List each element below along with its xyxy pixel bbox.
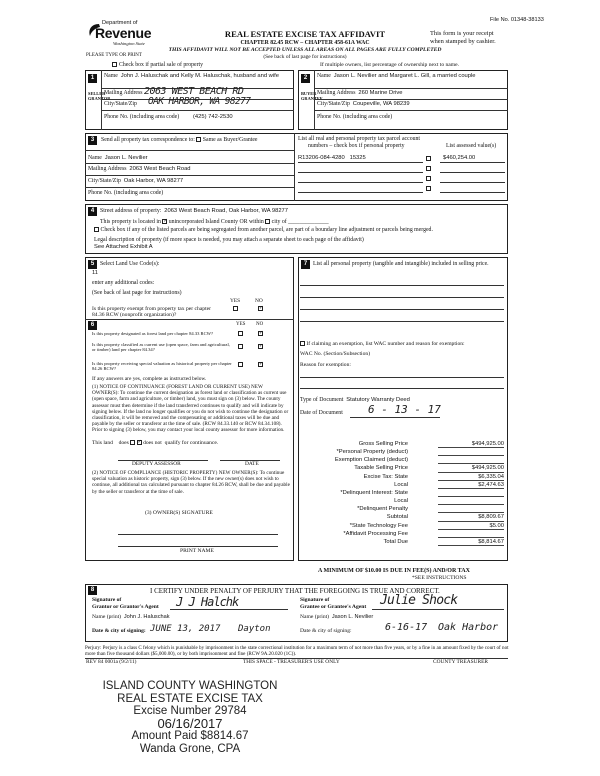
forest-question: Is this property designated as forest land per chapter 84.33 RCW?	[92, 331, 214, 336]
tax-row-label: Local	[394, 481, 408, 488]
section-6-number: 6	[88, 321, 97, 330]
buyer-name-row: Name Jason L. Nevilier and Margaret L. Gill, a married couple	[317, 73, 476, 79]
grantee-signature: Julie Shock	[380, 593, 458, 608]
correspondence-name: Jason L. Nevilier	[104, 155, 148, 161]
county-row: This property is located in ✓ unincorporated Island County OR within city of ______________	[100, 219, 329, 225]
grantee-date: 6-16-17	[385, 622, 428, 633]
city-of-checkbox[interactable]	[265, 219, 270, 224]
grantor-date-label: Date & city of signing:	[92, 628, 146, 634]
buyer-city: Coupeville, WA 98239	[352, 101, 410, 107]
assessor-date-label: DATE	[245, 461, 259, 467]
grantee-print-name: Jason L. Nevilier	[331, 614, 374, 620]
parcel-account: R13206-084-4280 15325	[298, 155, 366, 161]
grantor-print-name: John J. Haluschak	[123, 614, 170, 620]
partial-sale-checkbox[interactable]	[112, 62, 117, 67]
tax-row-label: Excise Tax: State	[363, 473, 408, 480]
receipt-note-1: This form is your receipt	[430, 30, 494, 37]
doc-date-label: Date of Document	[300, 410, 343, 416]
see-instructions: *SEE INSTRUCTIONS	[412, 575, 467, 581]
seller-mailing-label: Mailing Address	[104, 90, 143, 96]
buyer-name: Jason L. Nevilier and Margaret L. Gill, a married couple	[333, 73, 476, 79]
type-or-print: PLEASE TYPE OR PRINT	[86, 53, 142, 58]
stamp-line-6: Wanda Grone, CPA	[139, 742, 241, 755]
tax-row-label: Subtotal	[386, 514, 408, 521]
county-treasurer: COUNTY TREASURER	[433, 659, 488, 665]
buyer-mailing: 260 Marine Drive	[358, 90, 403, 96]
section-8-number: 8	[88, 586, 97, 595]
agency-line1: Department of	[102, 20, 138, 26]
qualify-row: This land does ✓ does not qualify for continuance.	[92, 440, 219, 446]
tax-row-value: $8,809.67	[438, 514, 504, 521]
tax-row-value: $6,335.04	[438, 474, 504, 481]
tax-row-value	[438, 531, 504, 538]
street-row: Street address of property: 2063 West Beach Road, Oak Harbor, WA 98277	[100, 208, 288, 214]
seller-mailing: 2063 WEST BEACH RD	[144, 86, 244, 97]
tax-row-value: $494,925.00	[438, 441, 504, 448]
agency-logo-text: Revenue	[95, 25, 152, 41]
section-5-number: 5	[88, 260, 97, 269]
tax-row-value	[438, 490, 504, 497]
section-1-number: 1	[88, 74, 97, 83]
parcel-personal-checkbox-4[interactable]	[426, 186, 431, 191]
land-use-code: 11	[92, 270, 99, 276]
forest-no-checkbox[interactable]: ✓	[259, 331, 264, 336]
partial-sale-label: Check box if partial sale of property	[112, 62, 203, 69]
tax-row-value	[438, 457, 504, 464]
grantee-name-row: Name (print) Jason L. Nevilier	[300, 614, 374, 620]
dor-logo	[87, 20, 165, 50]
compliance-notice: (2) NOTICE OF COMPLIANCE (HISTORIC PROPERTY) NEW OWNER(S): To continue special valuation as historic property, sign (3) below. If the new owner(s) does not wish to continue, all additional tax calculated pursuant to chapter 84.26 RCW, shall be due and payable by the seller or transferor at the time of sale.	[92, 470, 290, 495]
file-number: File No. 01348-38133	[490, 17, 544, 23]
parcel-personal-checkbox-3[interactable]	[426, 176, 431, 181]
correspondence-mailing-row: Mailing Address 2063 West Beach Road	[88, 166, 191, 172]
receipt-note-2: when stamped by cashier.	[430, 38, 496, 45]
seller-name: John J. Haluschak and Kelly M. Haluschak, husband and wife	[120, 73, 279, 79]
legal-desc-label: Legal description of property (if more space is needed, you may attach a separate sheet to each page of the affidavit)	[94, 237, 364, 243]
continuance-notice: (1) NOTICE OF CONTINUANCE (FOREST LAND OR CURRENT USE) NEW OWNER(S): To continue the current designation as forest land or classification as current use (open space, farm and agriculture, or timber) land, you must sign on (3) below. The county assessor must then determine if the land transferred continues to qualify and will indicate by signing below. If the land no longer qualifies or you do not wish to continue the designation or classification, it will be removed and the compensating or additional taxes will be due and payable by the seller or transferor at the time of sale. (RCW 84.33.140 or RCW 84.34.108). Prior to signing (3) below, you may contact your local county assessor for more information.	[92, 384, 289, 434]
agency-line3: Washington State	[113, 41, 145, 46]
historic-question: Is this property receiving special valuation as historical property per chapter 84.26 RCW?	[92, 361, 232, 372]
deputy-assessor-label: DEPUTY ASSESSOR	[132, 461, 181, 467]
grantor-city: Dayton	[238, 624, 271, 634]
seller-name-row: Name John J. Haluschak and Kelly M. Haluschak, husband and wife	[104, 73, 279, 79]
correspondence-city-row: City/State/Zip Oak Harbor, WA 98277	[88, 178, 184, 184]
seller-city-label: City/State/Zip	[104, 101, 137, 107]
form-see-back: (See back of last page for instructions)	[263, 54, 347, 60]
tax-row-value: $2,474.63	[438, 482, 504, 489]
current-use-no-checkbox[interactable]: ✓	[259, 344, 264, 349]
correspondence-city: Oak Harbor, WA 98277	[123, 178, 184, 184]
form-notice: THIS AFFIDAVIT WILL NOT BE ACCEPTED UNLESS ALL AREAS ON ALL PAGES ARE FULLY COMPLETED	[168, 47, 442, 53]
land-use-heading: Select Land Use Code(s):	[100, 261, 160, 267]
section6-yes-label: YES	[236, 322, 246, 327]
doc-type-row: Type of Document Statutory Warranty Deed	[300, 397, 410, 403]
section-2-number: 2	[301, 74, 310, 83]
seller-phone: (425) 742-2530	[193, 114, 233, 120]
exemption-claim-row: If claiming an exemption, list WAC number and reason for exemption:	[300, 341, 465, 347]
parcel-assessed-value: $460,254.00	[443, 155, 476, 161]
land-use-yes-label: YES	[230, 298, 241, 304]
tax-row-value	[438, 506, 504, 513]
forest-yes-checkbox[interactable]	[238, 331, 243, 336]
historic-no-checkbox[interactable]: ✓	[259, 362, 264, 367]
land-use-no-label: NO	[255, 298, 263, 304]
exemption-checkbox[interactable]	[300, 341, 305, 346]
treasurer-stamp	[85, 680, 295, 755]
grantee-sig-label: Signature of Grantee or Grantee's Agent	[300, 597, 367, 610]
certify-statement: I CERTIFY UNDER PENALTY OF PERJURY THAT THE FOREGOING IS TRUE AND CORRECT.	[150, 587, 440, 595]
property-street: 2063 West Beach Road, Oak Harbor, WA 98277	[164, 208, 288, 214]
tax-row-label: Taxable Selling Price	[354, 465, 408, 472]
tax-row-label: *Personal Property (deduct)	[336, 449, 408, 456]
document-date: 6 - 13 - 17	[368, 403, 441, 416]
if-yes-note: If any answers are yes, complete as instructed below.	[92, 376, 207, 382]
stamp-line-1: ISLAND COUNTY WASHINGTON	[102, 680, 278, 692]
grantor-signature: J J Halchk	[176, 595, 239, 609]
correspondence-name-row: Name Jason L. Nevilier	[88, 155, 148, 161]
tax-row-label: Local	[394, 498, 408, 505]
additional-codes: enter any additional codes:	[92, 280, 155, 286]
correspondence-phone-label: Phone No. (including area code)	[88, 190, 164, 196]
parcel-personal-checkbox-2[interactable]	[426, 166, 431, 171]
section-3-number: 3	[88, 136, 97, 145]
current-use-yes-checkbox[interactable]	[238, 344, 243, 349]
multiple-owners-note: If multiple owners, list percentage of ownership next to name.	[320, 62, 460, 68]
buyer-phone-label: Phone No. (including area code)	[317, 114, 393, 120]
land-use-see-back: (See back of last page for instructions)	[92, 290, 182, 296]
tax-row-label: Exemption Claimed (deduct)	[334, 457, 408, 464]
tax-row-label: *Delinquent Penalty	[357, 506, 408, 513]
treasurer-only: THIS SPACE - TREASURER'S USE ONLY	[243, 659, 340, 665]
buyer-mailing-row: Mailing Address 260 Marine Drive	[317, 90, 403, 96]
section-4-number: 4	[88, 207, 97, 216]
exempt-no-checkbox[interactable]: ✓	[259, 306, 264, 311]
minimum-notice: A MINIMUM OF $10.00 IS DUE IN FEE(S) AND/OR TAX	[318, 568, 470, 574]
section6-no-label: NO	[256, 322, 264, 327]
grantor-name-row: Name (print) John J. Haluschak	[92, 614, 170, 620]
stamp-line-5: Amount Paid $8814.67	[131, 730, 249, 742]
unincorporated-checkbox[interactable]: ✓	[163, 219, 168, 225]
tax-row-value: $8,814.67	[438, 539, 504, 546]
tax-row-label: *Affidavit Processing Fee	[343, 530, 408, 537]
tax-row-value: $5.00	[438, 523, 504, 530]
owner-signature-label: (3) OWNER(S) SIGNATURE	[145, 510, 213, 516]
correspondence-heading: Send all property tax correspondence to: Same as Buyer/Grantee	[101, 137, 258, 143]
stamp-line-4: 06/16/2017	[157, 715, 223, 731]
stamp-line-3: Excise Number 29784	[133, 705, 247, 717]
grantee-city: Oak Harbor	[438, 622, 499, 633]
does-qualify-checkbox[interactable]	[130, 440, 135, 445]
assessed-heading: List assessed value(s)	[446, 143, 497, 149]
stamp-line-2: REAL ESTATE EXCISE TAX	[117, 692, 263, 705]
parcels-heading-1: List all real and personal property tax parcel account	[298, 136, 421, 142]
current-use-question: Is this property classified as current use (open space, farm and agricultural, or timber) land per chapter 84.34?	[92, 342, 230, 353]
form-title: REAL ESTATE EXCISE TAX AFFIDAVIT	[224, 29, 386, 39]
wac-number-label: WAC No. (Section/Subsection)	[300, 351, 371, 357]
buyer-side-label: BUYER GRANTEE	[301, 91, 323, 101]
rev-number: REV 84 0001a (9/2/11)	[86, 659, 137, 665]
seller-side-label: SELLER GRANTOR	[88, 91, 111, 101]
seller-city: OAK HARBOR, WA 98277	[148, 96, 251, 107]
tax-row-label: Total Due	[383, 538, 408, 545]
grantor-sig-label: Signature of Grantor or Grantor's Agent	[92, 597, 159, 610]
grantor-date: JUNE 13, 2017	[150, 624, 221, 634]
parcel-personal-checkbox-1[interactable]	[426, 156, 431, 161]
legal-desc-value: See Attached Exhibit A	[94, 244, 153, 250]
historic-yes-checkbox[interactable]	[238, 362, 243, 367]
does-not-qualify-checkbox[interactable]: ✓	[137, 440, 142, 446]
seller-phone-label: Phone No. (including area code)	[104, 114, 180, 120]
exempt-question: Is this property exempt from property tax per chapter 84.36 RCW (nonprofit organization)?	[92, 306, 211, 319]
perjury-notice: Perjury: Perjury is a class C felony which is punishable by imprisonment in the state correctional institution for a maximum term of not more than five years, or by a fine in an amount fixed by the court of not more than five thousand dollars ($5,000.00), or by both imprisonment and fine (RCW 9A.20.020 (1C)).	[85, 645, 509, 657]
segregation-checkbox[interactable]	[94, 227, 99, 232]
segregation-row: Check box if any of the listed parcels are being segregated from another parcel, are part of a boundary line adjustment or parcels being merged.	[94, 227, 433, 234]
same-as-buyer-checkbox[interactable]	[196, 137, 201, 142]
tax-row-value: $494,925.00	[438, 465, 504, 472]
parcels-heading-2: numbers – check box if personal property	[308, 143, 405, 149]
buyer-city-row: City/State/Zip Coupeville, WA 98239	[317, 101, 410, 107]
form-chapter: CHAPTER 82.45 RCW – CHAPTER 458-61A WAC	[240, 40, 370, 46]
tax-row-label: *State Technology Fee	[349, 522, 408, 529]
print-name-label: PRINT NAME	[180, 548, 214, 554]
document-type: Statutory Warranty Deed	[346, 397, 410, 403]
personal-property-heading: List all personal property (tangible and intangible) included in selling price.	[313, 261, 489, 267]
tax-row-value	[438, 498, 504, 505]
grantee-date-label: Date & city of signing:	[300, 628, 352, 634]
exemption-reason-label: Reason for exemption:	[300, 362, 351, 368]
correspondence-mailing: 2063 West Beach Road	[129, 166, 191, 172]
exempt-yes-checkbox[interactable]	[233, 306, 238, 311]
tax-row-label: Gross Selling Price	[358, 441, 408, 447]
section-7-number: 7	[301, 260, 310, 269]
tax-row-value	[438, 449, 504, 456]
tax-row-label: *Delinquent Interest: State	[340, 489, 408, 496]
